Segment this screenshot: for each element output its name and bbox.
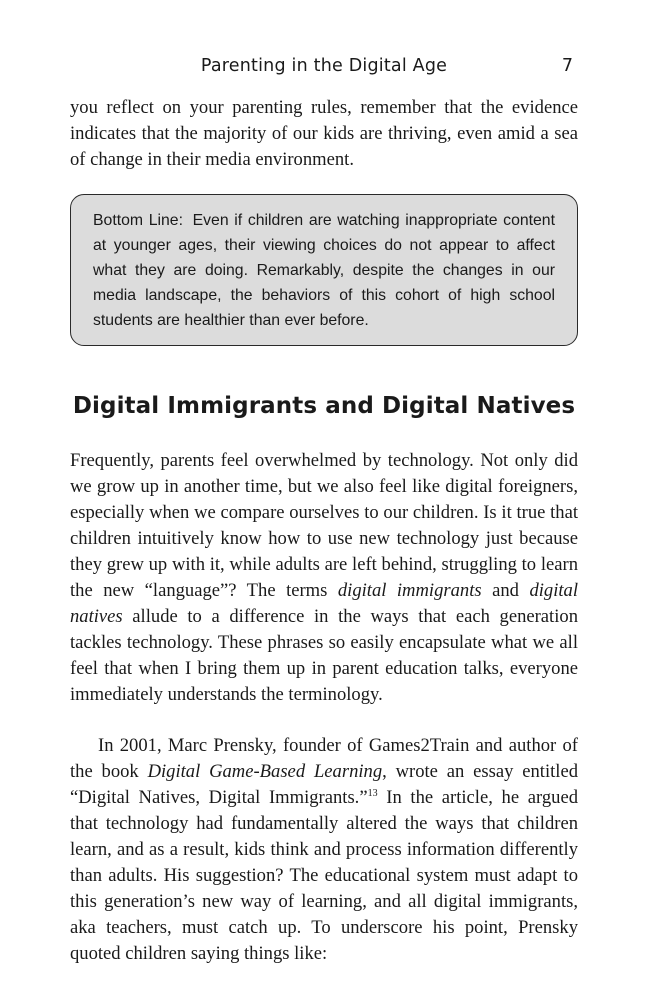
- book-title: Digital Game-Based Learning: [147, 761, 383, 782]
- body-paragraph-1: [70, 448, 578, 708]
- running-title: Parenting in the Digital Age: [200, 56, 448, 76]
- paragraph-text: allude to a difference in the ways that each generation tackles technology. These phrases so easily encapsulate what we all feel that when I bring them up in parent education talks, everyone immediately understands the terminology.: [70, 606, 578, 705]
- body-paragraph-2: [70, 733, 578, 967]
- footnote-marker: 13: [367, 787, 378, 799]
- bottom-line-callout: [70, 194, 578, 346]
- callout-text: Even if children are watching inappropriate content at younger ages, their viewing choices do not appear to affect what they are doing. Remarkably, despite the changes in our media landscape, the behaviors of this cohort of high school students are healthier than ever before.: [93, 212, 555, 329]
- callout-label: Bottom Line:: [93, 212, 183, 229]
- paragraph-text: In 2001, Marc Prensky, founder of Games2Train and author of the book: [70, 735, 578, 782]
- paragraph-text: and: [481, 580, 530, 601]
- italic-term: digital natives: [70, 580, 578, 627]
- paragraph-text: Frequently, parents feel overwhelmed by technology. Not only did we grow up in another time, but we also feel like digital foreigners, especially when we compare ourselves to our children. Is it true that children intuitively know how to use new technology just because they grew up with it, while adults are left behind, struggling to learn the new “language”? The terms: [70, 450, 578, 601]
- page-number: 7: [561, 56, 573, 76]
- section-heading: Digital Immigrants and Digital Natives: [72, 393, 576, 419]
- paragraph-text: In the article, he argued that technology had fundamentally altered the ways that children learn, and as a result, kids think and process information differently than adults. His suggestion? The educational system must adapt to this generation’s new way of learning, and all digital immigrants, aka teachers, must catch up. To underscore his point, Prensky quoted children saying things like:: [70, 787, 578, 964]
- paragraph-text: , wrote an essay entitled “Digital Natives, Digital Immigrants.”: [70, 761, 579, 808]
- running-head: [0, 56, 648, 82]
- intro-paragraph: you reflect on your parenting rules, remember that the evidence indicates that the majority of our kids are thriving, even amid a sea of change in their media environment.: [70, 97, 578, 170]
- italic-term: digital immigrants: [337, 580, 482, 601]
